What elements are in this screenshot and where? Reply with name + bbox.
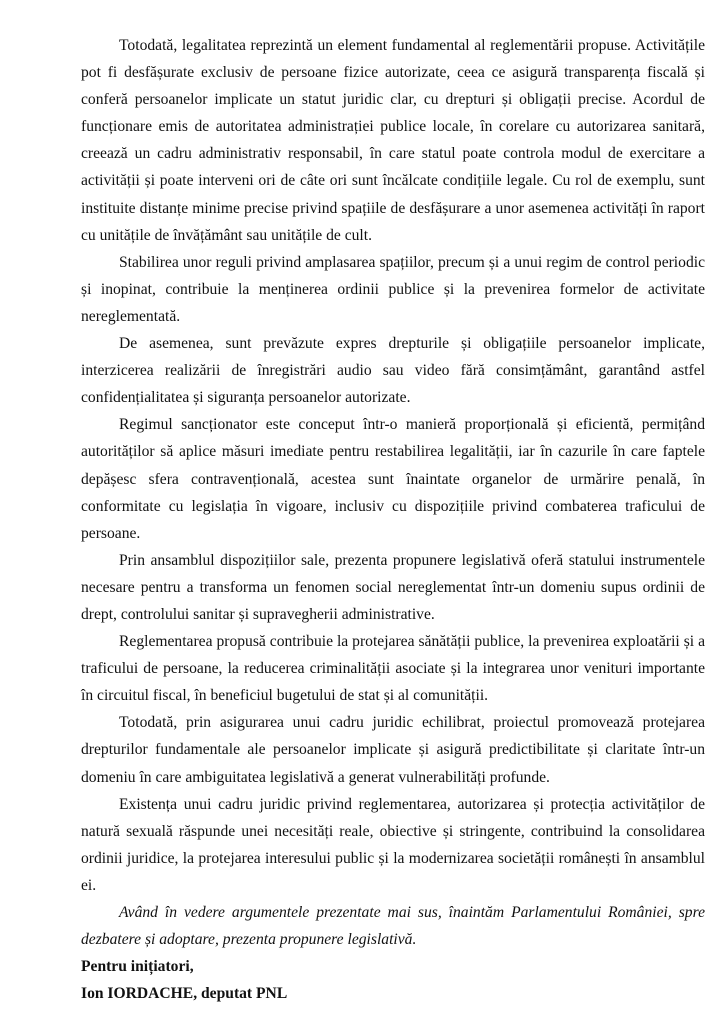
paragraph-fundamental-rights: Totodată, prin asigurarea unui cadru juridic echilibrat, proiectul promovează protejarea drepturilor fundamentale ale persoanelor implicate și asigură predictibilitate și claritate într-un domeniu în care ambiguitatea legislativă a generat vulnerabilități profunde. xyxy=(81,714,705,786)
paragraph-location-rules: Stabilirea unor reguli privind amplasarea spațiilor, precum și a unui regim de control periodic și inopinat, contribuie la menținerea ordinii publice și la prevenirea formelor de activitate nereglementată. xyxy=(81,253,705,325)
paragraph-necessity: Existența unui cadru juridic privind reglementarea, autorizarea și protecția activităților de natură sexuală răspunde unei necesități reale, obiective și stringente, contribuind la consolidarea ordinii juridice, la protejarea interesului public și la modernizarea societății românești în ansamblul ei. xyxy=(81,795,705,894)
paragraph-rights-obligations: De asemenea, sunt prevăzute expres drepturile și obligațiile persoanelor implicate, interzicerea realizării de înregistrări audio sau video fără consimțământ, garantând astfel confidențialitatea și siguranța persoanelor autorizate. xyxy=(81,335,705,407)
signature-name: Ion IORDACHE, deputat PNL xyxy=(81,985,288,1003)
signature-label: Pentru inițiatori, xyxy=(81,958,194,976)
paragraph-public-health: Reglementarea propusă contribuie la protejarea sănătății publice, la prevenirea exploatării și a traficului de persoane, la reducerea criminalității asociate și la integrarea unor venituri importante în circuitul fiscal, în beneficiul bugetului de stat și al comunității. xyxy=(81,633,705,705)
paragraph-instruments: Prin ansamblul dispozițiilor sale, prezenta propunere legislativă oferă statului instrumentele necesare pentru a transforma un fenomen social nereglementat într-un domeniu supus ordinii de drept, controlului sanitar și supravegherii administrative. xyxy=(81,551,705,623)
document-body xyxy=(81,32,705,1007)
paragraph-legality: Totodată, legalitatea reprezintă un element fundamental al reglementării propuse. Activitățile pot fi desfășurate exclusiv de persoane fizice autorizate, ceea ce asigură transparența fiscală și conferă persoanelor implicate un statut juridic clar, cu drepturi și obligații precise. Acordul de funcționare emis de autoritatea administrației publice locale, în corelare cu autorizarea sanitară, creează un cadru administrativ responsabil, în care statul poate controla modul de exercitare a activității și poate interveni ori de câte ori sunt încălcate condițiile legale. Cu rol de exemplu, sunt instituite distanțe minime precise privind spațiile de desfășurare a unor asemenea activități în raport cu unitățile de învățământ sau unitățile de cult. xyxy=(81,37,705,244)
paragraph-sanctions: Regimul sancționator este conceput într-o manieră proporțională și eficientă, permițând autorităților să aplice măsuri imediate pentru restabilirea legalității, iar în cazurile în care faptele depășesc sfera contravențională, acestea sunt înaintate organelor de urmărire penală, în conformitate cu legislația în vigoare, inclusiv cu dispozițiile privind combaterea traficului de persoane. xyxy=(81,416,705,542)
closing-statement: Având în vedere argumentele prezentate mai sus, înaintăm Parlamentului României, spre dezbatere și adoptare, prezenta propunere legislativă. xyxy=(81,904,705,949)
